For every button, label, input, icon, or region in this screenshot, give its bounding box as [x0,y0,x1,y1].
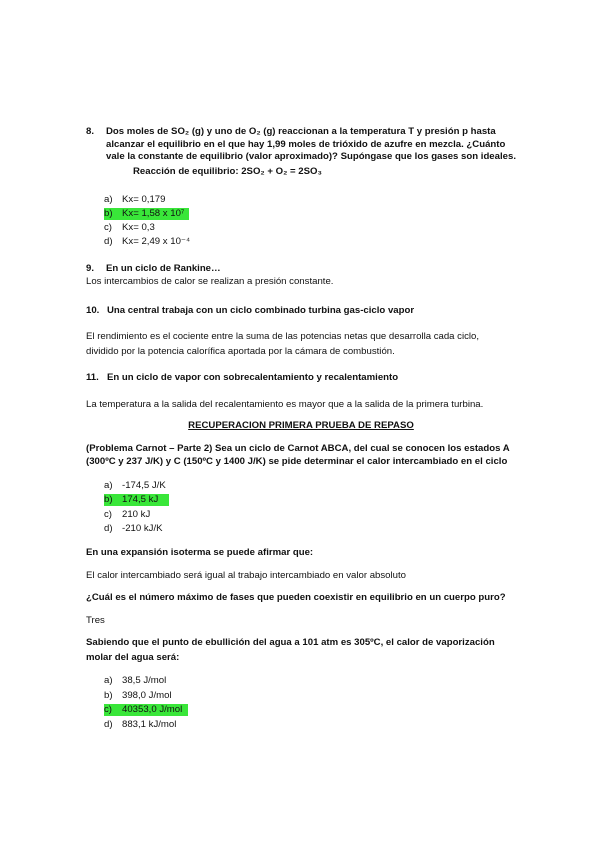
vaporizacion-option-d [104,719,176,731]
option-label: d) [104,719,113,730]
q9-answer: Los intercambios de calor se realizan a presión constante. [86,276,334,287]
option-label: c) [104,222,112,233]
option-text: 40353,0 J/mol [122,704,183,715]
isoterma-question: En una expansión isoterma se puede afirmar que: [86,547,314,558]
fases-answer: Tres [86,615,105,626]
option-text: 398,0 J/mol [122,690,172,701]
q11-answer: La temperatura a la salida del recalentamiento es mayor que a la salida de la primera turbina. [86,399,484,410]
q9-number: 9. [86,263,95,274]
q8-reaction: Reacción de equilibrio: 2SO₂ + O₂ = 2SO₃ [133,166,322,177]
vaporizacion-option-c [104,704,188,716]
option-text: 38,5 J/mol [122,675,167,686]
vaporizacion-line2: molar del agua será: [86,651,180,663]
option-text: -210 kJ/K [122,523,163,534]
option-text: Kx= 0,3 [122,222,155,233]
q10-number: 10. [86,305,100,316]
q10-answer [86,331,516,358]
option-label: b) [104,208,113,219]
option-label: b) [104,690,113,701]
option-text: 883,1 kJ/mol [122,719,177,730]
q8-line1: Dos moles de SO₂ (g) y uno de O₂ (g) reaccionan a la temperatura T y presión p hasta [106,126,496,137]
q10-answer-line1: El rendimiento es el cociente entre la suma de las potencias netas que desarrolla cada ciclo, [86,331,480,342]
option-label: a) [104,675,113,686]
carnot-option-b [104,494,169,506]
q8-option-c [104,222,155,234]
option-text: Kx= 1,58 x 10⁷ [122,208,185,219]
q8-line3: vale la constante de equilibrio (valor aproximado)? Supóngase que los gases son ideales. [106,151,516,163]
option-text: -174,5 J/K [122,480,166,491]
carnot-option-d [104,523,163,535]
option-label: a) [104,194,113,205]
vaporizacion-line1: Sabiendo que el punto de ebullición del agua a 101 atm es 305ºC, el calor de vaporización [86,637,495,648]
option-text: 210 kJ [122,509,151,520]
q8-text [106,126,516,164]
q11-number: 11. [86,372,99,383]
option-text: Kx= 2,49 x 10⁻⁴ [122,236,191,247]
q8-option-b [104,208,189,220]
option-label: c) [104,704,112,715]
q8-number: 8. [86,126,95,137]
q10-answer-line2: dividido por la potencia calorífica aportada por la cámara de combustión. [86,345,395,357]
q8-option-d [104,236,190,248]
q8-option-a [104,194,165,206]
carnot-line1: (Problema Carnot – Parte 2) Sea un ciclo de Carnot ABCA, del cual se conocen los estados A [86,443,510,454]
section-title: RECUPERACION PRIMERA PRUEBA DE REPASO [188,420,414,431]
isoterma-answer: El calor intercambiado será igual al trabajo intercambiado en valor absoluto [86,570,406,581]
q8-line2: alcanzar el equilibrio en el que hay 1,99 moles de trióxido de azufre en mezcla. ¿Cuánto [106,138,506,150]
vaporizacion-question [86,637,516,664]
option-text: 174,5 kJ [122,494,159,505]
carnot-question [86,443,516,468]
option-label: d) [104,523,113,534]
option-label: c) [104,509,112,520]
fases-question: ¿Cuál es el número máximo de fases que pueden coexistir en equilibrio en un cuerpo puro? [86,592,506,603]
q11-title: En un ciclo de vapor con sobrecalentamiento y recalentamiento [107,372,399,383]
carnot-line2: (300ºC y 237 J/K) y C (150ºC y 1400 J/K) se pide determinar el calor intercambiado en el ciclo [86,455,508,467]
vaporizacion-option-a [104,675,166,687]
option-label: d) [104,236,113,247]
option-label: b) [104,494,113,505]
q9-title: En un ciclo de Rankine… [106,263,221,274]
carnot-option-c [104,509,150,521]
q10-title: Una central trabaja con un ciclo combinado turbina gas-ciclo vapor [107,305,415,316]
carnot-option-a [104,480,166,492]
option-label: a) [104,480,113,491]
option-text: Kx= 0,179 [122,194,166,205]
vaporizacion-option-b [104,690,172,702]
